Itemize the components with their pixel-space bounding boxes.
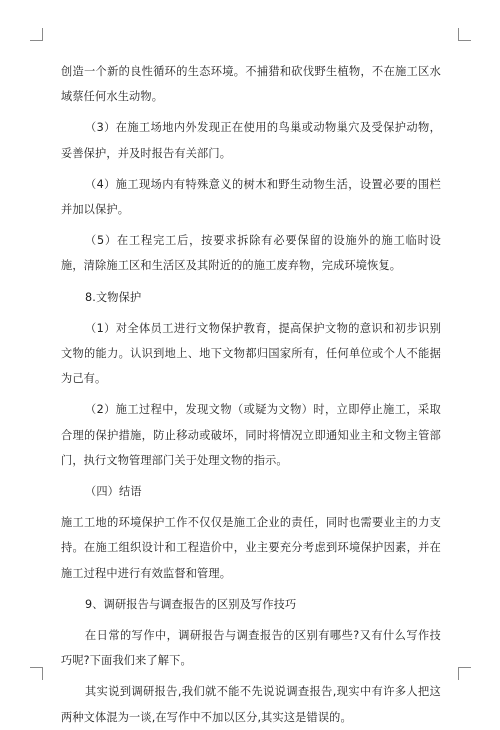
- crop-mark-top-right: [458, 28, 471, 41]
- paragraph-item-4: （4）施工现场内有特殊意义的树木和野生动物生活，设置必要的围栏并加以保护。: [61, 177, 441, 217]
- paragraph-heritage-1: （1）对全体员工进行文物保护教育，提高保护文物的意识和初步识别文物的能力。认识到地上、地下文物都归国家所有，任何单位或个人不能据为己有。: [61, 321, 441, 386]
- crop-mark-bottom-right: [458, 667, 471, 680]
- paragraph-item-3: （3）在施工场地内外发现正在使用的鸟巢或动物巢穴及受保护动物，妥善保护，并及时报告有关部门。: [61, 121, 441, 160]
- paragraph-ecology-end: 创造一个新的良性循环的生态环境。不捕猎和砍伐野生植物，不在施工区水域蔡任何水生动物。: [61, 65, 441, 104]
- section-heading-report: 9、调研报告与调查报告的区别及写作技巧: [85, 597, 297, 611]
- document-body: [61, 59, 441, 730]
- crop-mark-bottom-left: [30, 667, 43, 680]
- paragraph-report-intro: 在日常的写作中，调研报告与调查报告的区别有哪些?又有什么写作技巧呢?下面我们来了解下。: [61, 629, 441, 668]
- crop-mark-top-left: [30, 28, 43, 41]
- paragraph-report-body: 其实说到调研报告,我们就不能不先说说调查报告,现实中有许多人把这两种文体混为一谈,在写作中不加以区分,其实这是错误的。: [61, 685, 441, 724]
- section-heading-conclusion: （四）结语: [85, 485, 142, 499]
- section-heading-heritage: 8.文物保护: [85, 290, 142, 304]
- paragraph-conclusion: 施工工地的环境保护工作不仅仅是施工企业的责任，同时也需要业主的力支持。在施工组织设计和工程造价中，业主要充分考虑到环境保护因素，并在施工过程中进行有效监督和管理。: [61, 516, 441, 580]
- paragraph-item-5: （5）在工程完工后，按要求拆除有必要保留的设施外的施工临时设施，清除施工区和生活区及其附近的的施工废弃物，完成环境恢复。: [61, 234, 441, 273]
- paragraph-heritage-2: （2）施工过程中，发现文物（或疑为文物）时，立即停止施工，采取合理的保护措施，防止移动或破坏，同时将情况立即通知业主和文物主管部门，执行文物管理部门关于处理文物的指示。: [61, 403, 441, 467]
